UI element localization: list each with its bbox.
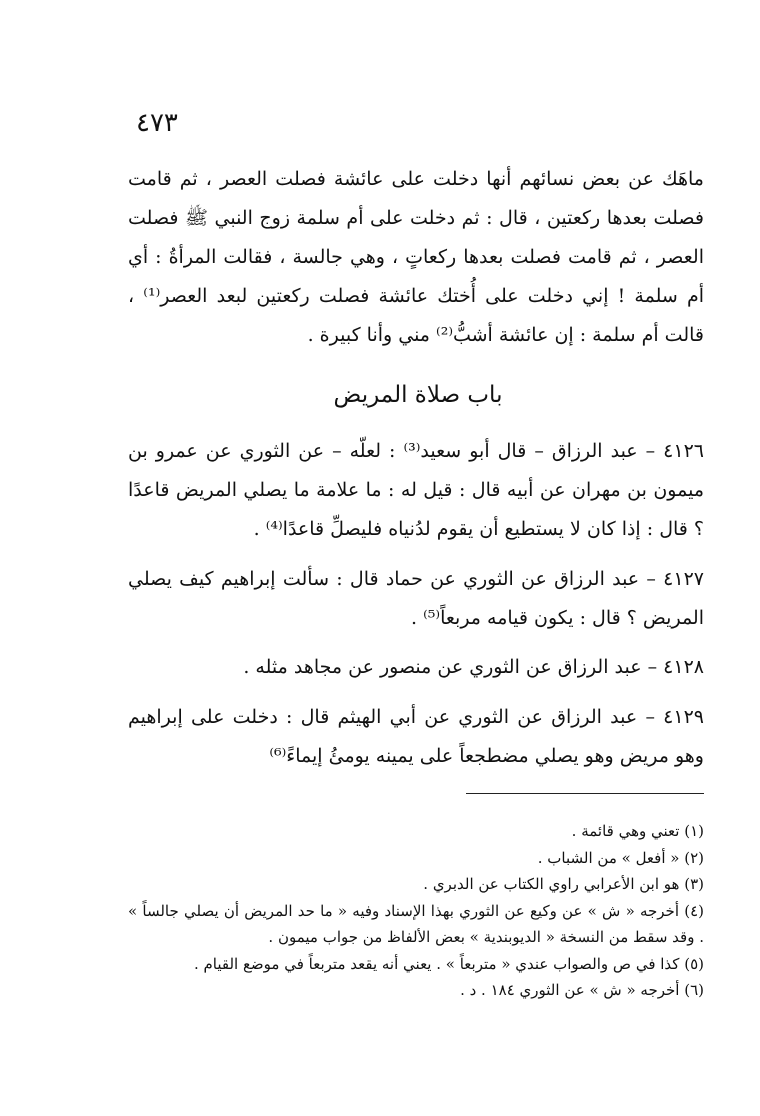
hadith-4128: ٤١٢٨ – عبد الرزاق عن الثوري عن منصور عن مجاهد مثله . xyxy=(243,656,704,678)
footnote-3: (٣) هو ابن الأعرابي راوي الكتاب عن الدبري . xyxy=(423,875,704,893)
footnote-5: (٥) كذا في ص والصواب عندي « متربعاً » . يعني أنه يقعد متربعاً في موضع القيام . xyxy=(193,954,704,973)
hadith-4126: ٤١٢٦ – عبد الرزاق – قال أبو سعيد⁽³⁾ : لعلّه – عن الثوري عن عمرو بن ميمون بن مهران عن أبيه قال : قيل له : ما علامة ما يصلي المريض قاعدًا ؟ قال : إذا كان لا يستطيع أن يقوم لدُنياه فليصلِّ قاعدًا⁽⁴⁾ . xyxy=(128,440,704,540)
section-heading: باب صلاة المريض xyxy=(333,382,503,408)
footnote-6: (٦) أخرجه « ش » عن الثوري ١٨٤ . د . xyxy=(460,981,704,999)
page-number: ٤٧٣ xyxy=(136,108,178,138)
hadith-4127: ٤١٢٧ – عبد الرزاق عن الثوري عن حماد قال : سألت إبراهيم كيف يصلي المريض ؟ قال : يكون قيامه مربعاً⁽⁵⁾ . xyxy=(128,568,704,629)
intro-paragraph: ماهَك عن بعض نسائهم أنها دخلت على عائشة فصلت العصر ، ثم قامت فصلت بعدها ركعتين ، قال : ثم دخلت على أم سلمة زوج النبي ﷺ فصلت العصر ، ثم قامت فصلت بعدها ركعاتٍ ، وهي جالسة ، فقالت المرأةُ : أي أم سلمة ! إني دخلت على أُختك عائشة فصلت ركعتين لبعد العصر⁽¹⁾ ، قالت أم سلمة : إن عائشة أشبُّ⁽²⁾ مني وأنا كبيرة . xyxy=(128,168,704,346)
footnote-divider xyxy=(466,793,704,794)
footnote-4: (٤) أخرجه « ش » عن وكيع عن الثوري بهذا الإسناد وفيه « ما حد المريض أن يصلي جالساً » . وقد سقط من النسخة « الديوبندية » بعض الألفاظ من جواب ميمون . xyxy=(128,901,704,946)
hadith-4129: ٤١٢٩ – عبد الرزاق عن الثوري عن أبي الهيثم قال : دخلت على إبراهيم وهو مريض وهو يصلي مضطجعاً على يمينه يومئُ إيماءً⁽⁶⁾ xyxy=(128,706,704,767)
footnote-1: (١) تعني وهي قائمة . xyxy=(571,822,704,840)
footnote-2: (٢) « أفعل » من الشباب . xyxy=(537,848,704,867)
footnotes xyxy=(128,818,704,1004)
